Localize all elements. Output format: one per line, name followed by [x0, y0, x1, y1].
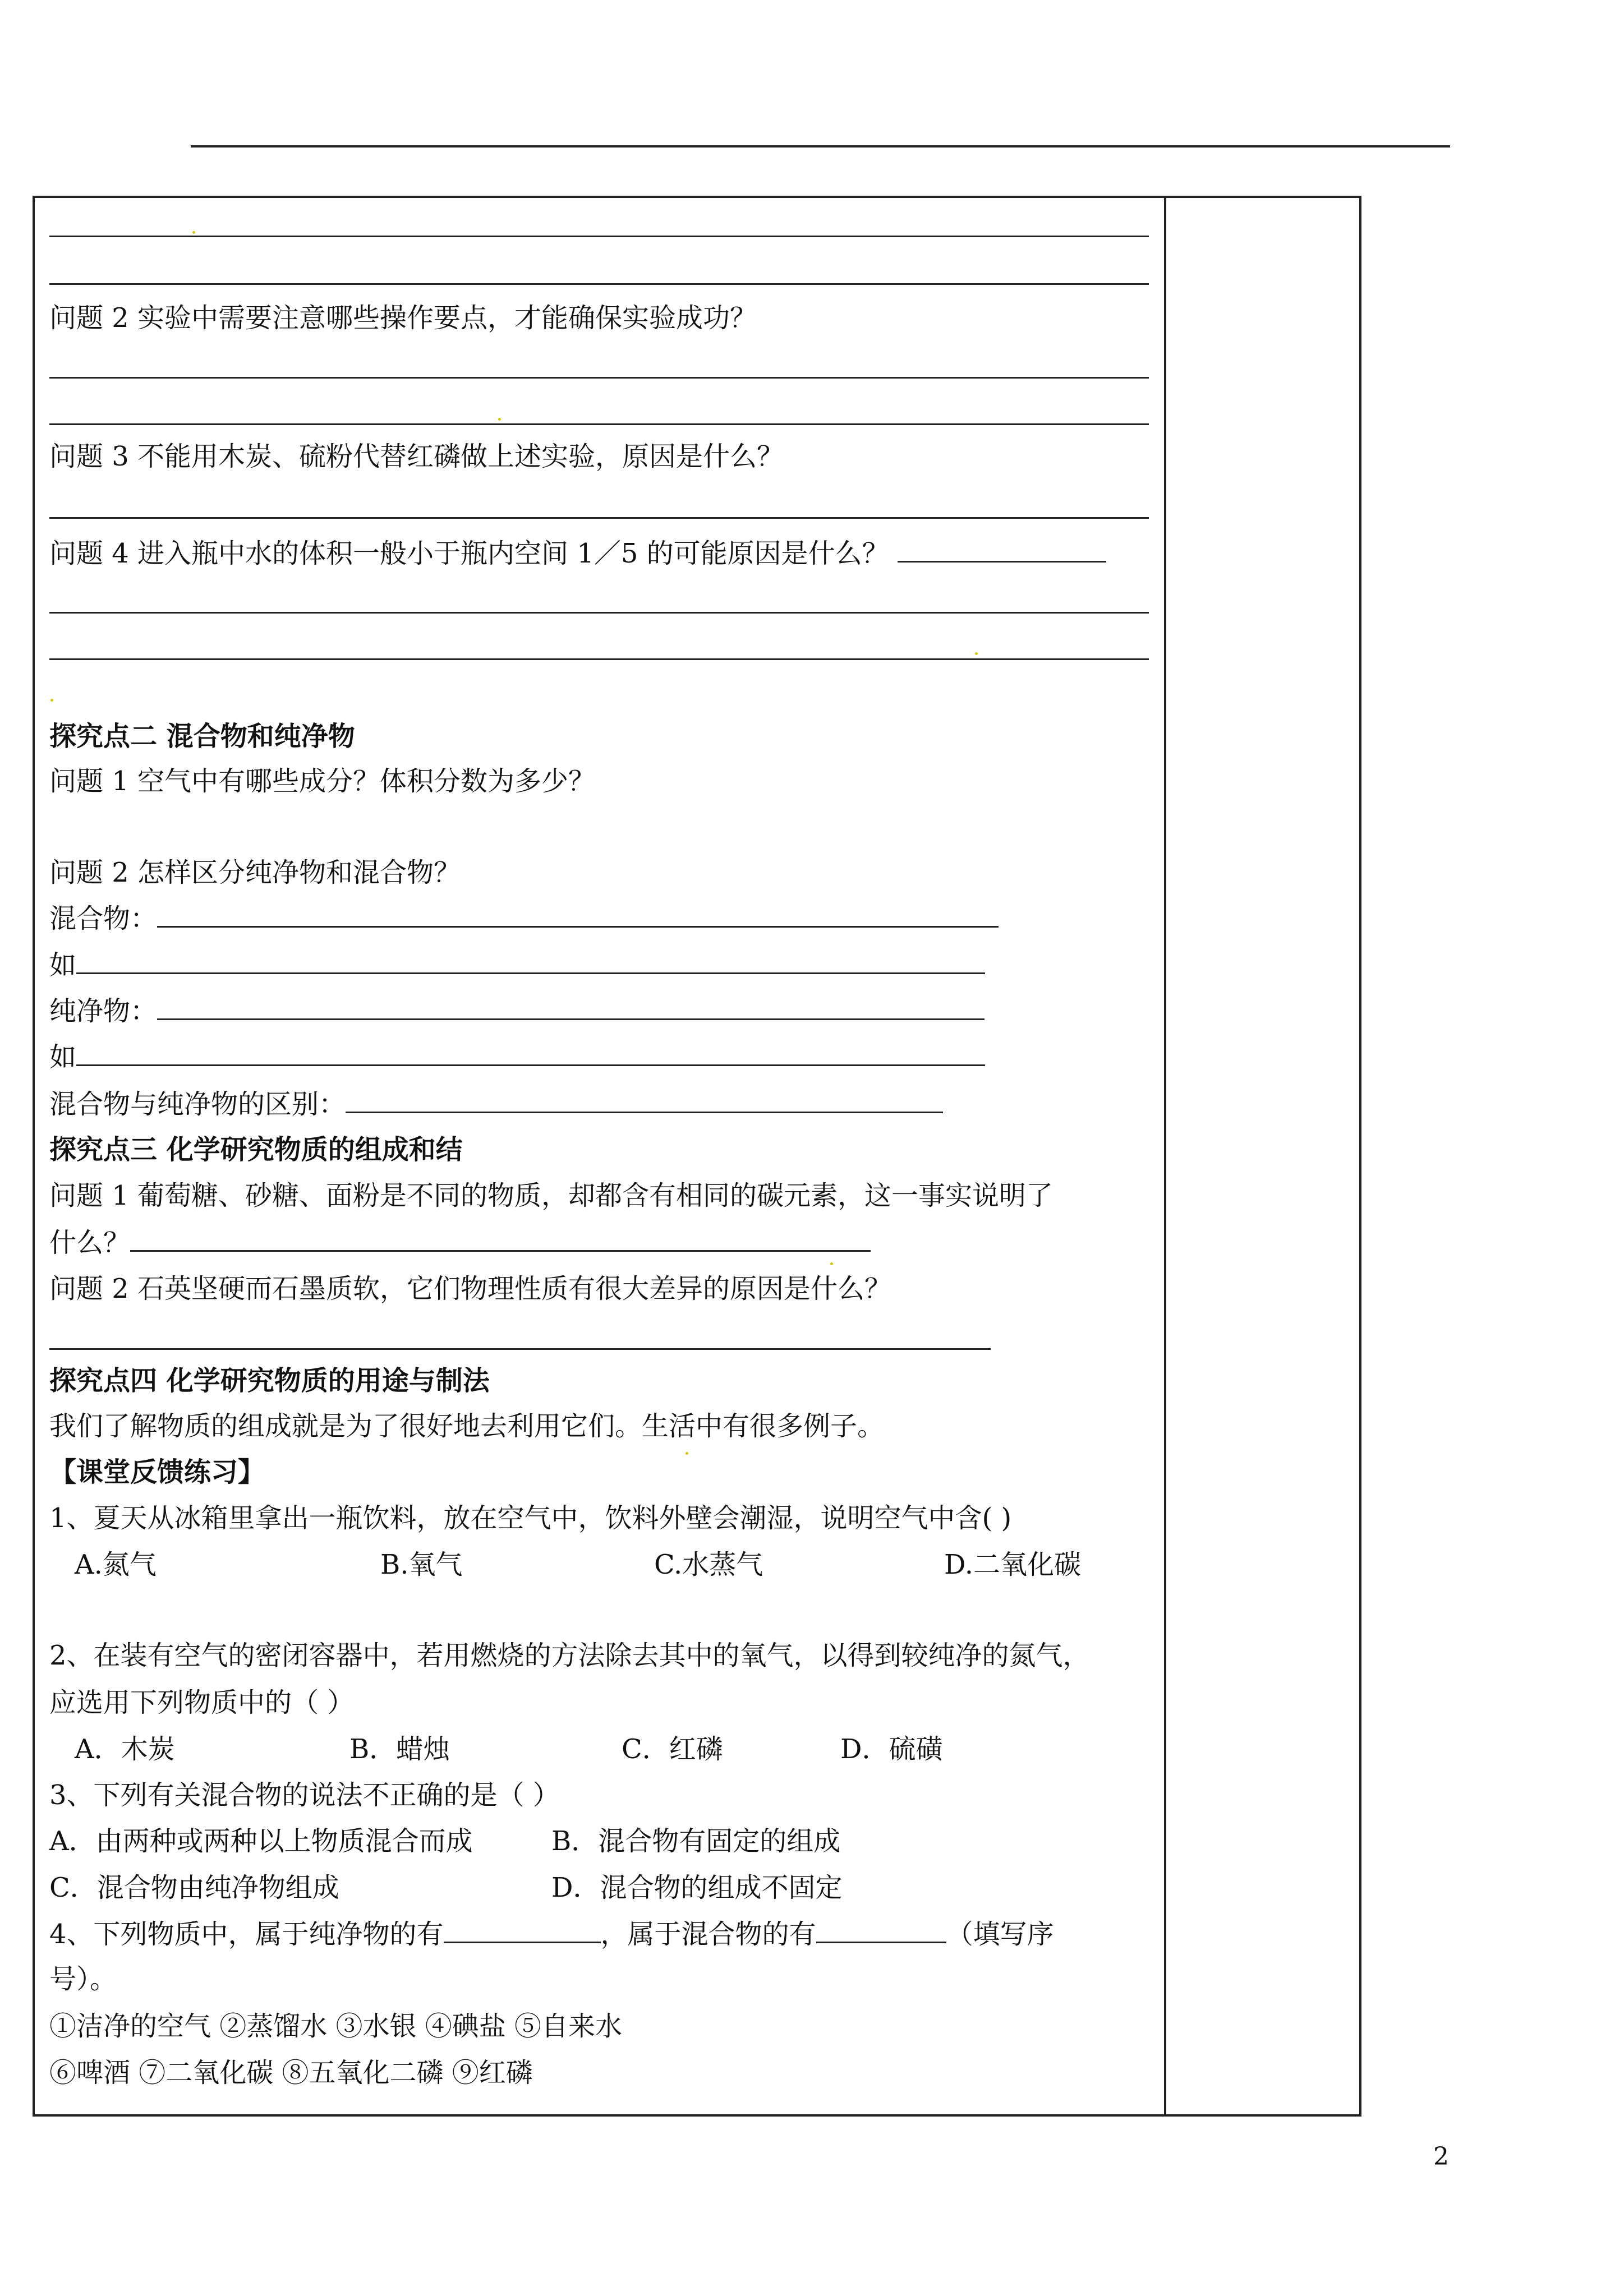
difference-row: 混合物与纯净物的区别：	[49, 1087, 943, 1121]
scan-speck	[50, 699, 53, 702]
answer-line	[49, 658, 1149, 660]
scan-speck	[830, 1262, 833, 1265]
exercise-3-option-a: A．由两种或两种以上物质混合而成	[49, 1825, 473, 1857]
answer-blank	[157, 901, 999, 928]
mixture-row: 混合物：	[49, 901, 999, 935]
exercise-1-option-b: B.氧气	[380, 1549, 463, 1580]
exercise-4-stem-cont: 号）。	[49, 1963, 117, 1995]
answer-line	[49, 283, 1149, 285]
exercise-3-stem: 3、下列有关混合物的说法不正确的是（ ）	[49, 1779, 560, 1811]
answer-blank	[76, 1040, 985, 1066]
section-heading-2: 探究点二 混合物和纯净物	[49, 721, 355, 752]
exercise-3-option-d: D．混合物的组成不固定	[551, 1872, 843, 1903]
example-row-1: 如	[49, 948, 985, 982]
table-column-divider	[1164, 196, 1166, 2117]
exercise-2-stem-cont: 应选用下列物质中的（ ）	[49, 1687, 355, 1718]
exercise-1-option-a: A.氮气	[75, 1549, 157, 1580]
answer-line	[49, 1348, 991, 1350]
page-number: 2	[1433, 2142, 1449, 2171]
section3-question-1-cont: 什么？	[49, 1225, 871, 1260]
exercise-2-option-c: C．红磷	[622, 1733, 723, 1765]
answer-line	[49, 377, 1149, 379]
answer-line	[49, 236, 1149, 237]
exercise-3-option-c: C．混合物由纯净物组成	[49, 1872, 339, 1903]
exercise-2-stem: 2、在装有空气的密闭容器中，若用燃烧的方法除去其中的氧气，以得到较纯净的氮气，	[49, 1640, 1090, 1671]
exercise-3-option-b: B．混合物有固定的组成	[551, 1825, 841, 1857]
exercise-1-option-d: D.二氧化碳	[944, 1549, 1082, 1580]
section4-text: 我们了解物质的组成就是为了很好地去利用它们。生活中有很多例子。	[49, 1410, 885, 1442]
answer-blank	[76, 948, 985, 974]
exercise-4-items-1: ①洁净的空气 ②蒸馏水 ③水银 ④碘盐 ⑤自来水	[49, 2011, 623, 2042]
question-4: 问题 4 进入瓶中水的体积一般小于瓶内空间 1／5 的可能原因是什么？	[49, 536, 1106, 570]
question-3: 问题 3 不能用木炭、硫粉代替红磷做上述实验，原因是什么？	[49, 441, 784, 472]
exercise-2-option-b: B．蜡烛	[349, 1733, 450, 1765]
scan-speck	[975, 652, 978, 655]
exercise-4-items-2: ⑥啤酒 ⑦二氧化碳 ⑧五氧化二磷 ⑨红磷	[49, 2057, 533, 2088]
section3-question-2: 问题 2 石英坚硬而石墨质软，它们物理性质有很大差异的原因是什么？	[49, 1273, 892, 1304]
answer-blank	[157, 994, 984, 1020]
section3-question-1: 问题 1 葡萄糖、砂糖、面粉是不同的物质，却都含有相同的碳元素，这一事实说明了	[49, 1180, 1053, 1211]
example-row-2: 如	[49, 1040, 985, 1074]
question-2: 问题 2 实验中需要注意哪些操作要点，才能确保实验成功？	[49, 302, 757, 334]
exercise-1-option-c: C.水蒸气	[654, 1549, 763, 1580]
exercise-1-stem: 1、夏天从冰箱里拿出一瓶饮料，放在空气中，饮料外壁会潮湿，说明空气中含( )	[49, 1502, 1012, 1534]
answer-line	[49, 517, 1149, 519]
exercise-2-option-a: A．木炭	[75, 1733, 175, 1765]
section-heading-3: 探究点三 化学研究物质的组成和结	[49, 1134, 463, 1165]
section-heading-4: 探究点四 化学研究物质的用途与制法	[49, 1365, 490, 1396]
section2-question-2: 问题 2 怎样区分纯净物和混合物？	[49, 857, 461, 888]
answer-blank	[816, 1917, 946, 1943]
answer-blank	[444, 1917, 601, 1943]
scan-speck	[498, 418, 501, 421]
answer-blank	[346, 1087, 943, 1113]
section2-question-1: 问题 1 空气中有哪些成分？体积分数为多少？	[49, 766, 596, 797]
header-rule	[191, 145, 1450, 147]
pure-row: 纯净物：	[49, 994, 984, 1028]
answer-blank	[130, 1225, 871, 1252]
feedback-heading: 【课堂反馈练习】	[49, 1456, 265, 1488]
answer-blank	[898, 536, 1106, 563]
answer-line	[49, 423, 1149, 425]
scan-speck	[686, 1452, 688, 1455]
answer-line	[49, 612, 1149, 614]
exercise-2-option-d: D．硫磺	[840, 1733, 943, 1765]
scan-speck	[192, 231, 195, 234]
exercise-4-stem: 4、下列物质中，属于纯净物的有 ，属于混合物的有 （填写序	[49, 1917, 1054, 1951]
